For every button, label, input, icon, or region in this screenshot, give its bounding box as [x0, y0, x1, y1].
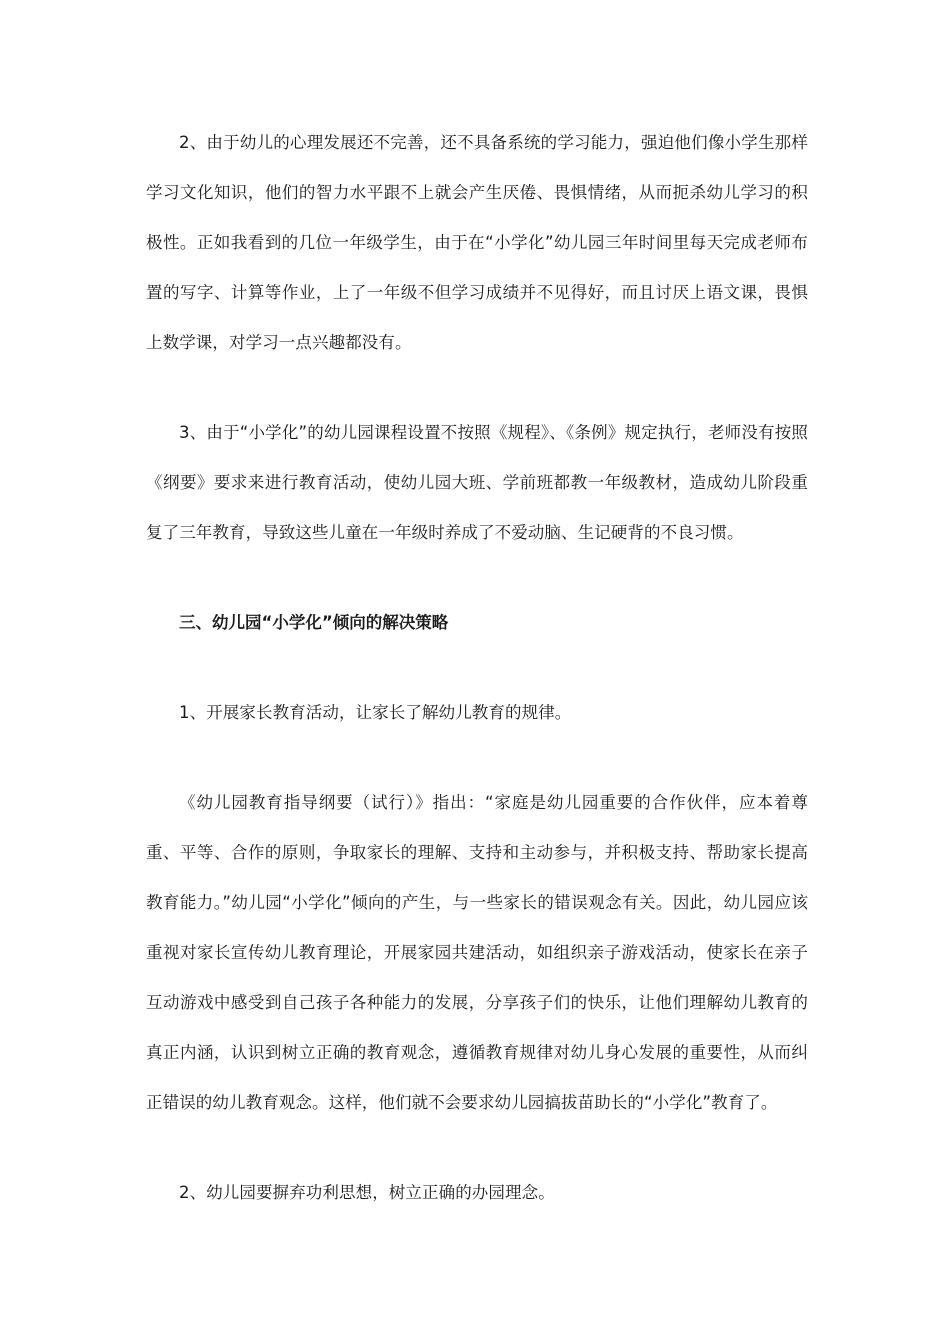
paragraph-gap — [146, 558, 808, 598]
paragraph-curriculum: 3、由于“小学化”的幼儿园课程设置不按照《规程》、《条例》规定执行，老师没有按照《纲要》要求来进行教育活动，使幼儿园大班、学前班都教一年级教材，造成幼儿阶段重复了三年教育，导致这些儿童在一年级时养成了不爱动脑、生记硬背的不良习惯。 — [146, 423, 808, 542]
document-page — [146, 118, 808, 1218]
paragraph-school-philosophy: 2、幼儿园要摒弃功利思想，树立正确的办园理念。 — [179, 1183, 555, 1202]
paragraph-guideline-quote: 《幼儿园教育指导纲要（试行）》指出：“家庭是幼儿园重要的合作伙伴，应本着尊重、平等、合作的原则，争取家长的理解、支持和主动参与，并积极支持、帮助家长提高教育能力。”幼儿园“小学化”倾向的产生，与一些家长的错误观念有关。因此，幼儿园应该重视对家长宣传幼儿教育理论，开展家园共建活动，如组织亲子游戏活动，使家长在亲子互动游戏中感受到自己孩子各种能力的发展，分享孩子们的快乐，让他们理解幼儿教育的真正内涵，认识到树立正确的教育观念，遵循教育规律对幼儿身心发展的重要性，从而纠正错误的幼儿教育观念。这样，他们就不会要求幼儿园搞拔苗助长的“小学化”教育了。 — [146, 793, 808, 1112]
paragraph-parent-education: 1、开展家长教育活动，让家长了解幼儿教育的规律。 — [179, 703, 572, 722]
section-heading: 三、幼儿园“小学化”倾向的解决策略 — [179, 613, 449, 632]
paragraph-gap — [146, 1128, 808, 1168]
paragraph-psychology: 2、由于幼儿的心理发展还不完善，还不具备系统的学习能力，强迫他们像小学生那样学习文化知识，他们的智力水平跟不上就会产生厌倦、畏惧情绪，从而扼杀幼儿学习的积极性。正如我看到的几位一年级学生，由于在“小学化”幼儿园三年时间里每天完成老师布置的写字、计算等作业，上了一年级不但学习成绩并不见得好，而且讨厌上语文课，畏惧上数学课，对学习一点兴趣都没有。 — [146, 133, 808, 352]
paragraph-gap — [146, 738, 808, 778]
paragraph-gap — [146, 368, 808, 408]
paragraph-gap — [146, 648, 808, 688]
